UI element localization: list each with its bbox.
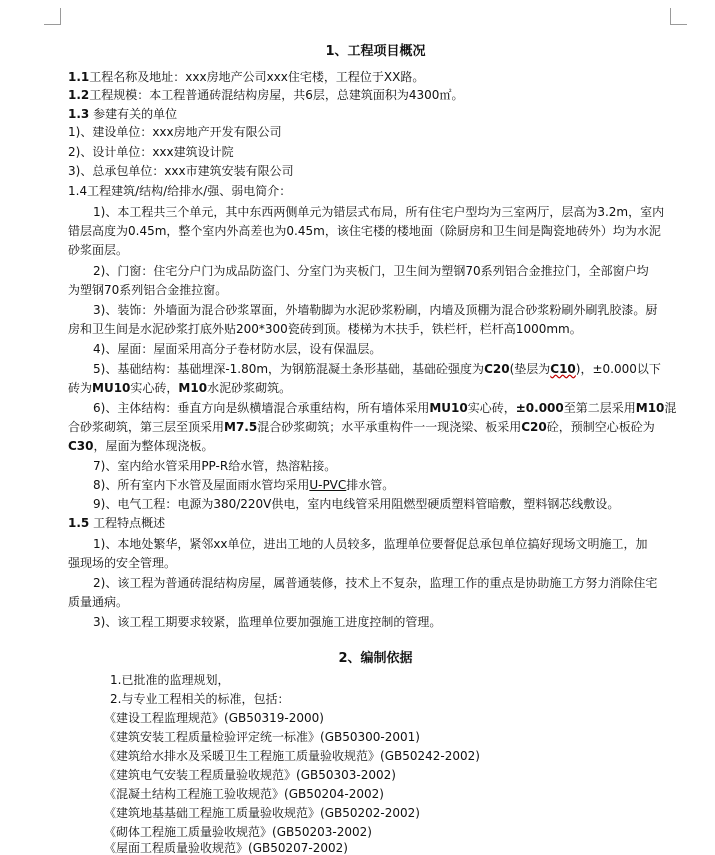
concrete-grade: C10 — [550, 362, 576, 376]
standard-name: 《建筑安装工程质量检验评定统一标准》 — [104, 730, 321, 744]
standard-code: (GB50204-2002) — [284, 787, 384, 801]
standard-code: (GB50319-2000) — [224, 711, 324, 725]
text-run: 砖为 — [68, 381, 93, 395]
standard-name: 《砌体工程施工质量验收规范》 — [104, 825, 273, 839]
paragraph-line: 质量通病。 — [68, 595, 129, 609]
unit-line: 3)、总承包单位：xxx市建筑安装有限公司 — [68, 164, 294, 178]
paragraph-line: 错层高度为0.45m，整个室内外高差也为0.45m，该住宅楼的楼地面（除厨房和卫生间是陶瓷地砖外）均为水泥 — [68, 224, 661, 238]
standard-item — [104, 749, 480, 763]
item-1-5-number: 1.5 — [68, 516, 90, 530]
item-1-2-number: 1.2 — [68, 88, 90, 102]
standard-item — [104, 711, 324, 725]
section-title-overview: 1、工程项目概况 — [325, 44, 426, 59]
text-run: ，屋面为整体现浇板。 — [93, 439, 214, 453]
text-run: 实心砖， — [467, 401, 516, 415]
brick-grade: MU10 — [92, 381, 131, 395]
text-run: 混合砂浆砌筑；水平承重构件一一现浇梁、板采用 — [257, 420, 522, 434]
brick-grade: MU10 — [429, 401, 468, 415]
paragraph-line: 4)、屋面：屋面采用高分子卷材防水层，设有保温层。 — [93, 342, 382, 356]
standard-item — [104, 806, 420, 820]
text-run: )，±0.000以下 — [575, 362, 661, 376]
standard-name: 《建设工程监理规范》 — [104, 711, 225, 725]
standard-item — [104, 825, 372, 839]
mortar-grade: M7.5 — [224, 420, 258, 434]
paragraph-line — [68, 420, 655, 434]
item-1-1 — [68, 70, 424, 84]
paragraph-line: 1)、本工程共三个单元，其中东西两侧单元为错层式布局，所有住宅户型均为三室两厅，层高为3.2m，室内 — [93, 205, 665, 219]
paragraph-line: 3)、该工程工期要求较紧，监理单位要加强施工进度控制的管理。 — [93, 615, 442, 629]
basis-item: 1.已批准的监理规划， — [110, 673, 230, 687]
unit-line: 1)、建设单位：xxx房地产开发有限公司 — [68, 125, 282, 139]
mortar-grade: M10 — [635, 401, 665, 415]
standard-item — [104, 841, 348, 855]
text-run: 排水管。 — [346, 478, 395, 492]
mortar-grade: M10 — [178, 381, 208, 395]
standard-name: 《屋面工程质量验收规范》 — [104, 841, 249, 855]
text-run: 5)、基础结构：基础埋深-1.80m，为钢筋混凝土条形基础，基础砼强度为 — [93, 362, 485, 376]
standard-item — [104, 768, 396, 782]
paragraph-line: 强现场的安全管理。 — [68, 556, 177, 570]
text-run: 合砂浆砌筑，第三层至顶采用 — [68, 420, 225, 434]
standard-code: (GB50207-2002) — [248, 841, 348, 855]
concrete-grade: C20 — [484, 362, 510, 376]
paragraph-line — [68, 381, 291, 395]
paragraph-line: 7)、室内给水管采用PP-R给水管，热溶粘接。 — [93, 459, 337, 473]
corner-mark-left — [44, 8, 61, 25]
pipe-type: U-PVC — [309, 478, 347, 492]
section-title-basis: 2、编制依据 — [338, 651, 413, 666]
standard-code: (GB50300-2001) — [320, 730, 420, 744]
item-1-3-text: 参建有关的单位 — [93, 107, 178, 121]
standard-code: (GB50303-2002) — [296, 768, 396, 782]
paragraph-line: 2)、门窗：住宅分户门为成品防盗门、分室门为夹板门，卫生间为塑钢70系列铝合金推拉门，全部窗户均 — [93, 264, 649, 278]
standard-code: (GB50203-2002) — [272, 825, 372, 839]
item-1-3-number: 1.3 — [68, 107, 90, 121]
paragraph-line: 为塑钢70系列铝合金推拉窗。 — [68, 283, 228, 297]
basis-item: 2.与专业工程相关的标准，包括： — [110, 692, 290, 706]
text-run: 6)、主体结构：垂直方向是纵横墙混合承重结构，所有墙体采用 — [93, 401, 430, 415]
corner-mark-right — [670, 8, 687, 25]
standard-name: 《混凝土结构工程施工验收规范》 — [104, 787, 285, 801]
unit-line: 2)、设计单位：xxx建筑设计院 — [68, 145, 234, 159]
item-1-1-number: 1.1 — [68, 70, 90, 84]
paragraph-line: 9)、电气工程：电源为380/220V供电，室内电线管采用阻燃型硬质塑料管暗敷，塑料钢芯线敷设。 — [93, 497, 620, 511]
paragraph-line: 3)、装饰：外墙面为混合砂浆罩面，外墙勒脚为水泥砂浆粉刷，内墙及顶棚为混合砂浆粉刷外刷乳胶漆。厨 — [93, 303, 658, 317]
standard-name: 《建筑电气安装工程质量验收规范》 — [104, 768, 297, 782]
concrete-grade: C30 — [68, 439, 94, 453]
item-1-5-text: 工程特点概述 — [93, 516, 166, 530]
elevation: ±0.000 — [515, 401, 564, 415]
text-run: 8)、所有室内下水管及屋面雨水管均采用 — [93, 478, 310, 492]
paragraph-line — [93, 362, 661, 376]
text-run: 砼，预制空心板砼为 — [546, 420, 655, 434]
standard-item — [104, 730, 420, 744]
paragraph-line: 房和卫生间是水泥砂浆打底外贴200*300瓷砖到顶。楼梯为木扶手，铁栏杆，栏杆高1000mm。 — [68, 322, 582, 336]
item-1-3 — [68, 107, 177, 121]
text-run: 水泥砂浆砌筑。 — [207, 381, 292, 395]
paragraph-line: 2)、该工程为普通砖混结构房屋，属普通装修，技术上不复杂，监理工作的重点是协助施工方努力消除住宅 — [93, 576, 658, 590]
standard-name: 《建筑地基基础工程施工质量验收规范》 — [104, 806, 321, 820]
text-run: 至第二层采用 — [563, 401, 636, 415]
paragraph-line — [93, 401, 676, 415]
paragraph-line — [68, 439, 214, 453]
concrete-grade: C20 — [521, 420, 547, 434]
text-run: 实心砖， — [130, 381, 179, 395]
standard-code: (GB50202-2002) — [320, 806, 420, 820]
standard-item — [104, 787, 384, 801]
paragraph-line: 1)、本地处繁华，紧邻xx单位，进出工地的人员较多，监理单位要督促总承包单位搞好现场文明施工，加 — [93, 537, 648, 551]
text-run: (垫层为 — [509, 362, 551, 376]
item-1-5 — [68, 516, 165, 530]
paragraph-line: 砂浆面层。 — [68, 243, 129, 257]
item-1-2-text: 工程规模：本工程普通砖混结构房屋，共6层，总建筑面积为4300㎡。 — [89, 88, 464, 102]
standard-code: (GB50242-2002) — [380, 749, 480, 763]
item-1-4: 1.4工程建筑/结构/给排水/强、弱电简介： — [68, 184, 292, 198]
item-1-1-text: 工程名称及地址：xxx房地产公司xxx住宅楼，工程位于XX路。 — [89, 70, 425, 84]
paragraph-line — [93, 478, 394, 492]
item-1-2 — [68, 88, 463, 102]
text-run: 混 — [664, 401, 677, 415]
standard-name: 《建筑给水排水及采暖卫生工程施工质量验收规范》 — [104, 749, 381, 763]
